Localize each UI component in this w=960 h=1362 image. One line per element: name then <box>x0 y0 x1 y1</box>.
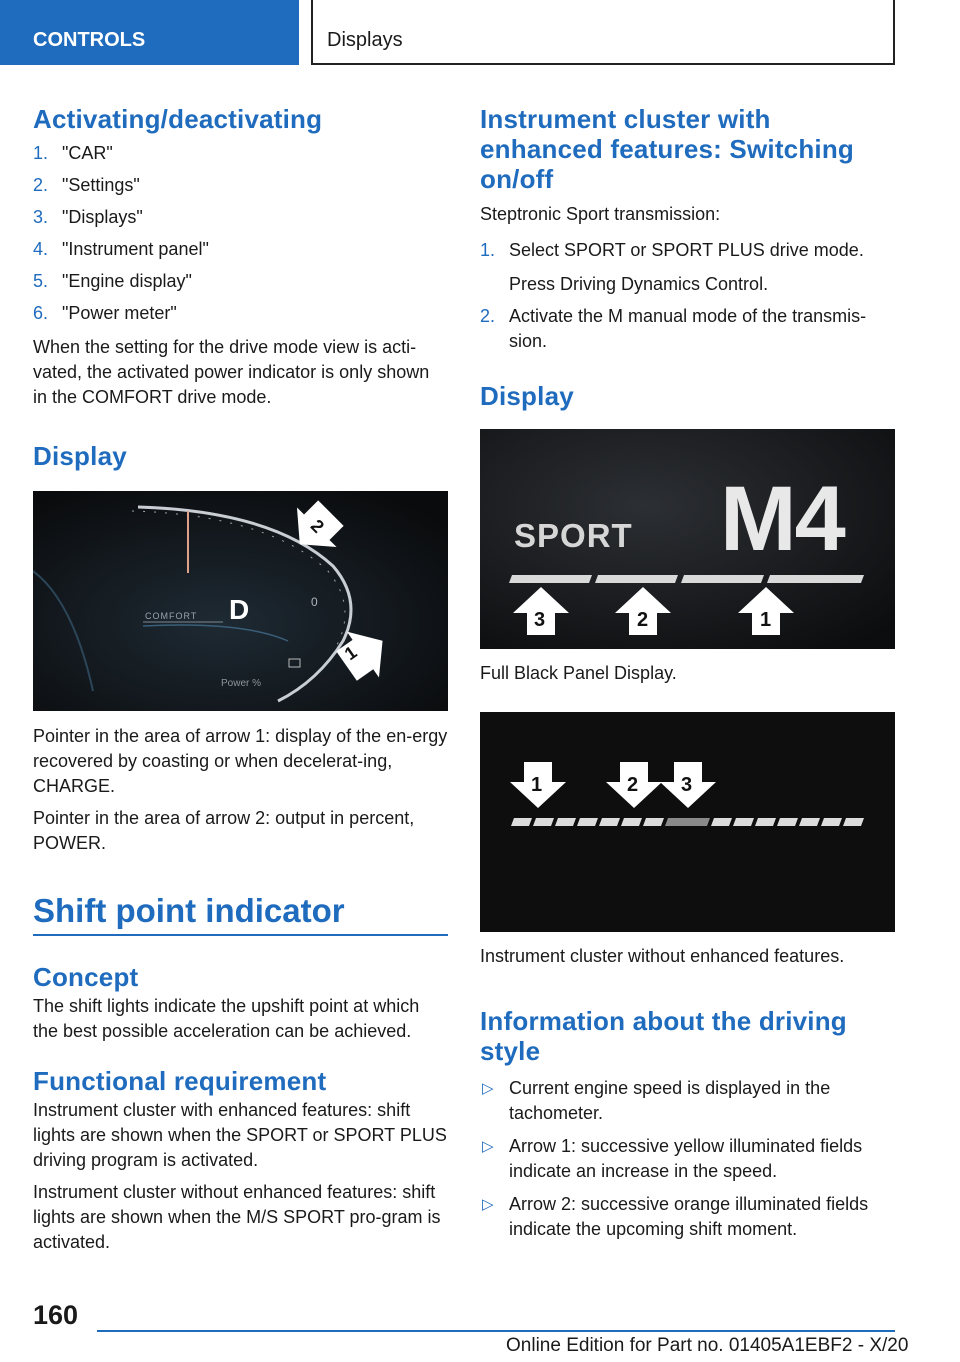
gear-label: D <box>229 594 250 625</box>
step-text: "Power meter" <box>62 303 177 323</box>
step-number: 1. <box>480 240 496 260</box>
step-number: 5. <box>33 271 49 291</box>
bullet-triangle-icon: ▷ <box>482 1196 494 1213</box>
model-label: M4 <box>720 468 844 570</box>
concept-text: The shift lights indicate the upshift point at which the best possible acceleration can be achieved. <box>33 996 420 1041</box>
display-heading-right: Display <box>480 381 574 411</box>
activating-heading: Activating/deactivating <box>33 104 323 134</box>
power-meter-figure <box>33 491 448 711</box>
figure3-caption: Instrument cluster without enhanced features. <box>480 946 845 966</box>
shift-heading-block <box>33 891 448 936</box>
list-item <box>33 237 448 269</box>
bullet-text: Arrow 1: successive yellow illuminated fields indicate an increase in the speed. <box>509 1136 863 1181</box>
step-number: 1. <box>33 143 49 163</box>
step-number: 2. <box>480 306 496 326</box>
step-text: Select SPORT or SPORT PLUS drive mode. <box>509 240 864 260</box>
functional-text-2: Instrument cluster without enhanced features: shift lights are shown when the M/S SPORT pro-gram is activated. <box>33 1182 441 1252</box>
arrow-1-label: 1 <box>340 642 361 665</box>
sport-display-figure <box>480 429 895 649</box>
functional-text-1: Instrument cluster with enhanced features: shift lights are shown when the SPORT or SPORT PLUS driving program is activated. <box>33 1100 447 1170</box>
pointer-text-2: Pointer in the area of arrow 2: output in percent, POWER. <box>33 808 415 853</box>
switch-intro: Steptronic Sport transmission: <box>480 204 721 224</box>
step-number: 3. <box>33 207 49 227</box>
step-text: "Engine display" <box>62 271 192 291</box>
step-number: 2. <box>33 175 49 195</box>
bullet-triangle-icon: ▷ <box>482 1138 494 1155</box>
shift-point-heading: Shift point indicator <box>33 892 345 929</box>
bullet-text: Arrow 2: successive orange illuminated fields indicate the upcoming shift moment. <box>509 1194 869 1239</box>
activating-steps <box>33 141 448 333</box>
switch-steps <box>480 238 895 354</box>
concept-heading: Concept <box>33 962 139 992</box>
footer-divider <box>97 1330 895 1332</box>
list-item <box>33 173 448 205</box>
figure2-caption: Full Black Panel Display. <box>480 663 677 683</box>
power-label: Power % <box>221 678 262 689</box>
shift-light-segments <box>511 818 864 826</box>
step-text: "Instrument panel" <box>62 239 209 259</box>
step-text: Activate the M manual mode of the transmis-sion. <box>509 306 867 351</box>
topic-title: Displays <box>311 0 895 65</box>
bullet-text: Current engine speed is displayed in the tachometer. <box>509 1078 831 1123</box>
page-number: 160 <box>33 1300 79 1330</box>
step-number: 6. <box>33 303 49 323</box>
pointer-text-1: Pointer in the area of arrow 1: display of the en-ergy recovered by coasting or when decelerat-ing, CHARGE. <box>33 726 448 796</box>
list-item <box>33 205 448 237</box>
basic-shift-figure <box>480 712 895 932</box>
list-item <box>33 269 448 301</box>
step-number: 4. <box>33 239 49 259</box>
step-subtext: Press Driving Dynamics Control. <box>509 274 769 294</box>
arrow-1-label: 1 <box>531 774 543 796</box>
mode-label: COMFORT <box>145 611 198 621</box>
list-item <box>480 1134 895 1184</box>
arrow-3-label: 3 <box>681 774 693 796</box>
list-item <box>480 1076 895 1126</box>
list-item <box>33 141 448 173</box>
right-column <box>480 100 895 1242</box>
list-item <box>480 238 895 297</box>
section-tab: CONTROLS <box>0 0 299 65</box>
basic-shift-graphic <box>480 712 895 932</box>
switch-heading: Instrument cluster with enhanced features: Switching on/off <box>480 104 855 194</box>
arrow-1-label: 1 <box>760 609 772 631</box>
step-text: "Displays" <box>62 207 143 227</box>
list-item <box>480 1192 895 1242</box>
display-heading: Display <box>33 441 127 471</box>
sport-label: SPORT <box>514 517 633 554</box>
shift-light-bar <box>509 575 864 583</box>
zero-label: 0 <box>311 595 318 609</box>
info-heading: Information about the driving style <box>480 1006 847 1066</box>
arrow-2-label: 2 <box>306 515 328 537</box>
bullet-triangle-icon: ▷ <box>482 1080 494 1097</box>
arrow-3-label: 3 <box>534 609 546 631</box>
left-column <box>33 100 448 1255</box>
edition-text: Online Edition for Part no. 01405A1EBF2 - X/20 <box>506 1335 909 1356</box>
info-bullets <box>480 1076 895 1242</box>
list-item <box>480 304 895 354</box>
activating-note: When the setting for the drive mode view is acti-vated, the activated power indicator is only shown in the COMFORT drive mode. <box>33 337 430 407</box>
step-text: "Settings" <box>62 175 140 195</box>
arrow-2-label: 2 <box>637 609 649 631</box>
step-text: "CAR" <box>62 143 113 163</box>
arrow-2-label: 2 <box>627 774 639 796</box>
list-item <box>33 301 448 333</box>
functional-heading: Functional requirement <box>33 1066 327 1096</box>
